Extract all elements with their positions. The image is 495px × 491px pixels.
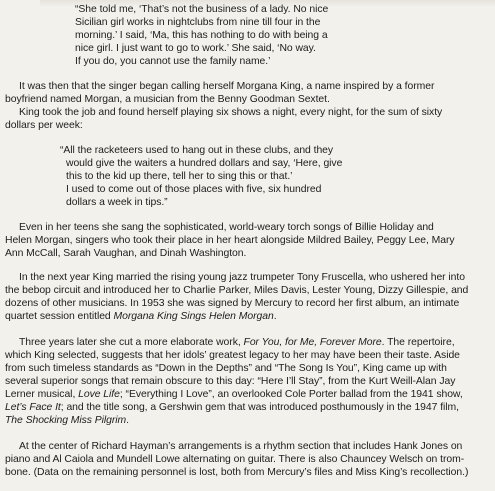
body-text: . [273,311,277,322]
album-title: For You, for Me, Forever More [243,337,382,348]
body-line [19,337,455,349]
body-line [5,415,129,427]
body-text: Three years later she cut a more elaborate work, [19,337,244,348]
musical-title: Love Life [78,389,120,400]
quote-line: morning.’ I said, ‘Ma, this has nothing to do with being a [75,30,328,41]
album-title: Morgana King Sings Helen Morgan [113,311,274,322]
body-line: piano and Al Caiola and Mundell Lowe alternating on guitar. There is also Chauncey Welsch on trom- [5,454,465,465]
quote-line: “She told me, ‘That’s not the business of a lady. No nice [75,4,329,15]
body-line: dozens of other musicians. In 1953 she was signed by Mercury to record her first album, an intimate [5,298,460,309]
quote-line: would give the waiters a hundred dollars and say, ‘Here, give [66,158,343,169]
body-line: Even in her teens she sang the sophisticated, world-weary torch songs of Billie Holiday and [19,222,434,233]
body-line: bone. (Data on the remaining personnel is lost, both from Mercury’s files and Miss King’s recollection.) [5,467,469,478]
body-text: ; and the title song, a Gershwin gem that was introduced posthumously in the 1947 film, [60,402,459,413]
body-line [5,389,463,401]
quote-line: dollars a week in tips.” [66,197,168,208]
show-title: Let’s Face It [5,402,61,413]
body-line: dollars per week: [5,120,83,131]
body-line: In the next year King married the rising young jazz trumpeter Tony Fruscella, who ushered her into [19,272,465,283]
quote-line: I used to come out of those places with five, six hundred [66,184,322,195]
body-line: from such timeless standards as “Down in the Depths” and “The Song Is You”, King came up with [5,363,447,374]
body-line: boyfriend named Morgan, a musician from the Benny Goodman Sextet. [5,94,330,105]
quote-line: “All the racketeers used to hang out in these clubs, and they [60,145,334,156]
body-line: Helen Morgan, singers who took their place in her heart alongside Mildred Bailey, Peggy Lee, Mary [5,235,455,246]
body-text: Lerner musical, [5,389,79,400]
body-text: ; “Everything I Love”, an overlooked Cole Porter ballad from the 1941 show, [119,389,463,400]
body-text: . The repertoire, [381,337,455,348]
quote-line: nice girl. I just want to go to work.’ She said, ‘No way. [75,43,316,54]
quote-line: If you do, you cannot use the family name.’ [75,56,271,67]
body-text: quartet session entitled [5,311,114,322]
quote-line: Sicilian girl works in nightclubs from nine till four in the [75,17,321,28]
film-title: The Shocking Miss Pilgrim [5,415,127,426]
body-line: several superior songs that remain obscure to this day: “Here I’ll Stay”, from the Kurt Weill-Alan Jay [5,376,456,387]
body-line: At the center of Richard Hayman’s arrangements is a rhythm section that includes Hank Jones on [19,441,463,452]
body-line: It was then that the singer began calling herself Morgana King, a name inspired by a former [19,81,435,92]
body-line [5,311,277,323]
body-line: Ann McCall, Sarah Vaughan, and Dinah Washington. [5,248,247,259]
quote-line: this to the kid up there, tell her to sing this or that.’ [66,171,293,182]
body-line: the bebop circuit and introduced her to Charlie Parker, Miles Davis, Lester Young, Dizzy Gillespie, and [5,285,469,296]
body-line [5,402,459,414]
body-line: which King selected, suggests that her idols’ greatest legacy to her may have been their taste. Aside [5,350,460,361]
body-line: King took the job and found herself playing six shows a night, every night, for the sum of sixty [19,107,443,118]
body-text: . [126,415,130,426]
